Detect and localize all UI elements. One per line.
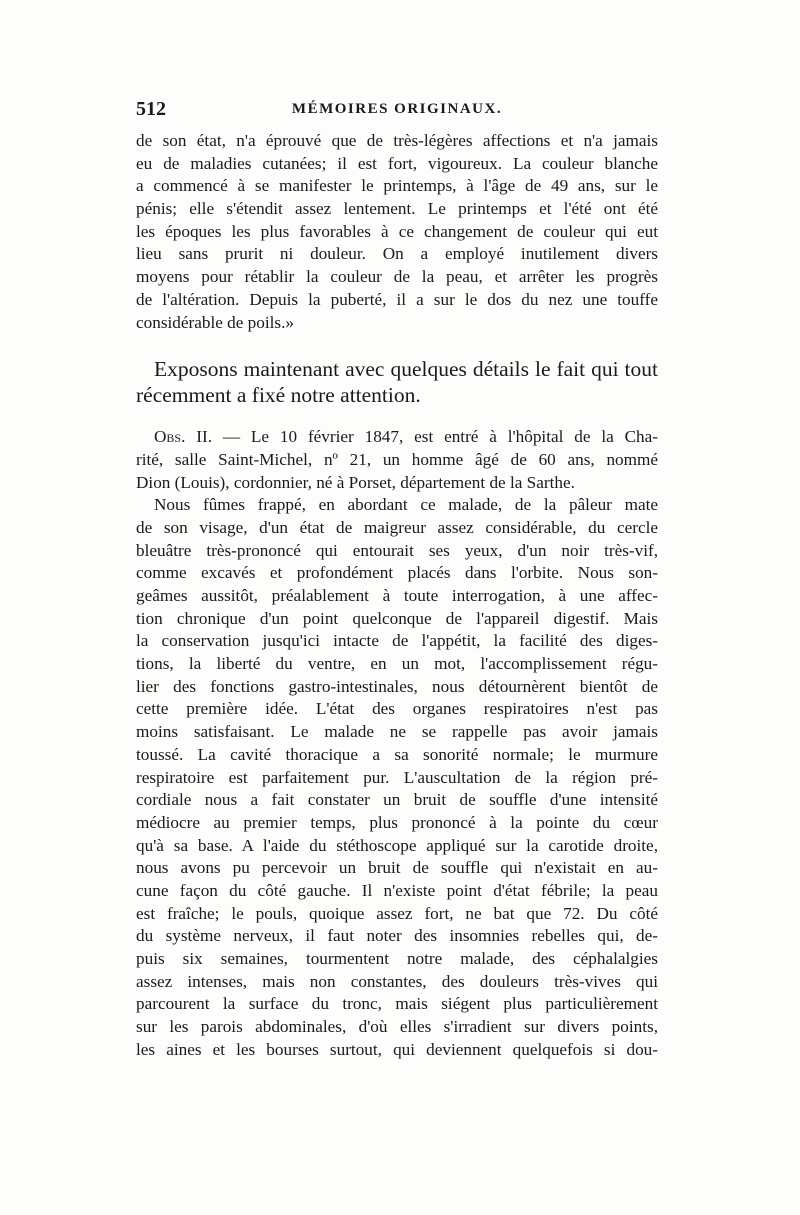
text-line: pénis; elle s'étendit assez lentement. Le printemps et l'été ont été — [136, 199, 658, 219]
paragraph-case-continuation — [136, 130, 658, 334]
text-line: bleuâtre très-prononcé qui entourait ses yeux, d'un noir très-vif, — [136, 540, 658, 560]
text-line: parcourent la surface du tronc, mais siégent plus particulièrement — [136, 994, 658, 1014]
text-line: de son visage, d'un état de maigreur assez considérable, du cercle — [136, 517, 658, 537]
text-line: du système nerveux, il faut noter des insomnies rebelles qui, de- — [136, 926, 658, 946]
text-line: a commencé à se manifester le printemps, à l'âge de 49 ans, sur le — [136, 176, 658, 196]
text-line: considérable de poils.» — [136, 312, 294, 332]
heading-line: récemment a fixé notre attention. — [136, 383, 421, 408]
text-line: eu de maladies cutanées; il est fort, vigoureux. La couleur blanche — [136, 153, 658, 173]
text-line: de son état, n'a éprouvé que de très-légères affections et n'a jamais — [136, 131, 658, 150]
text-line: tions, la liberté du ventre, en un mot, l'accomplissement régu- — [136, 654, 658, 674]
text-line: rité, salle Saint-Michel, nº 21, un homme âgé de 60 ans, nommé — [136, 449, 658, 469]
text-line: sur les parois abdominales, d'où elles s'irradient sur divers points, — [136, 1017, 658, 1037]
text-line: de l'altération. Depuis la puberté, il a sur le dos du nez une touffe — [136, 289, 658, 309]
section-heading — [136, 356, 658, 408]
text-line: toussé. La cavité thoracique a sa sonorité normale; le murmure — [136, 744, 658, 764]
text-line: assez intenses, mais non constantes, des douleurs très-vives qui — [136, 971, 658, 991]
text-line — [136, 426, 658, 449]
text-line: Nous fûmes frappé, en abordant ce malade, de la pâleur mate — [154, 495, 658, 515]
observation-first-line: — Le 10 février 1847, est entré à l'hôpital de la Cha- — [212, 427, 658, 447]
text-line: cordiale nous a fait constater un bruit de souffle d'une intensité — [136, 790, 658, 810]
text-line: moins satisfaisant. Le malade ne se rappelle pas avoir jamais — [136, 722, 658, 742]
text-line: est fraîche; le pouls, quoique assez fort, ne bat que 72. Du côté — [136, 903, 658, 923]
observation-label: Obs. II. — [154, 427, 212, 447]
text-line: Dion (Louis), cordonnier, né à Porset, département de la Sarthe. — [136, 472, 575, 492]
text-line: médiocre au premier temps, plus prononcé à la pointe du cœur — [136, 812, 658, 832]
text-line: qu'à sa base. A l'aide du stéthoscope appliqué sur la carotide droite, — [136, 835, 658, 855]
book-page — [136, 98, 658, 1061]
text-line: comme excavés et profondément placés dans l'orbite. Nous son- — [136, 563, 658, 583]
text-line: la conservation jusqu'ici intacte de l'appétit, la facilité des diges- — [136, 631, 658, 651]
text-line: puis six semaines, tourmentent notre malade, des céphalalgies — [136, 949, 658, 968]
text-line: tion chronique d'un point quelconque de l'appareil digestif. Mais — [136, 608, 658, 628]
text-line: lieu sans prurit ni douleur. On a employé inutilement divers — [136, 244, 658, 264]
text-line: respiratoire est parfaitement pur. L'auscultation de la région pré- — [136, 767, 658, 787]
text-line: les aines et les bourses surtout, qui deviennent quelquefois si dou- — [136, 1039, 658, 1059]
text-line: geâmes aussitôt, préalablement à toute interrogation, à une affec- — [136, 586, 658, 605]
text-line: cette première idée. L'état des organes respiratoires n'est pas — [136, 699, 658, 719]
page-header — [136, 98, 658, 124]
text-line: lier des fonctions gastro-intestinales, nous détournèrent bientôt de — [136, 676, 658, 696]
text-line: moyens pour rétablir la couleur de la peau, et arrêter les progrès — [136, 267, 658, 287]
text-line: les époques les plus favorables à ce changement de couleur qui eut — [136, 221, 658, 241]
observation-paragraph — [136, 426, 658, 1061]
running-title: MÉMOIRES ORIGINAUX. — [291, 101, 503, 117]
page-number: 512 — [136, 98, 166, 120]
text-line: nous avons pu percevoir un bruit de souffle qui n'existait en au- — [136, 858, 658, 878]
heading-line: Exposons maintenant avec quelques détails le fait qui tout — [154, 357, 658, 382]
text-line: cune façon du côté gauche. Il n'existe point d'état fébrile; la peau — [136, 880, 658, 900]
